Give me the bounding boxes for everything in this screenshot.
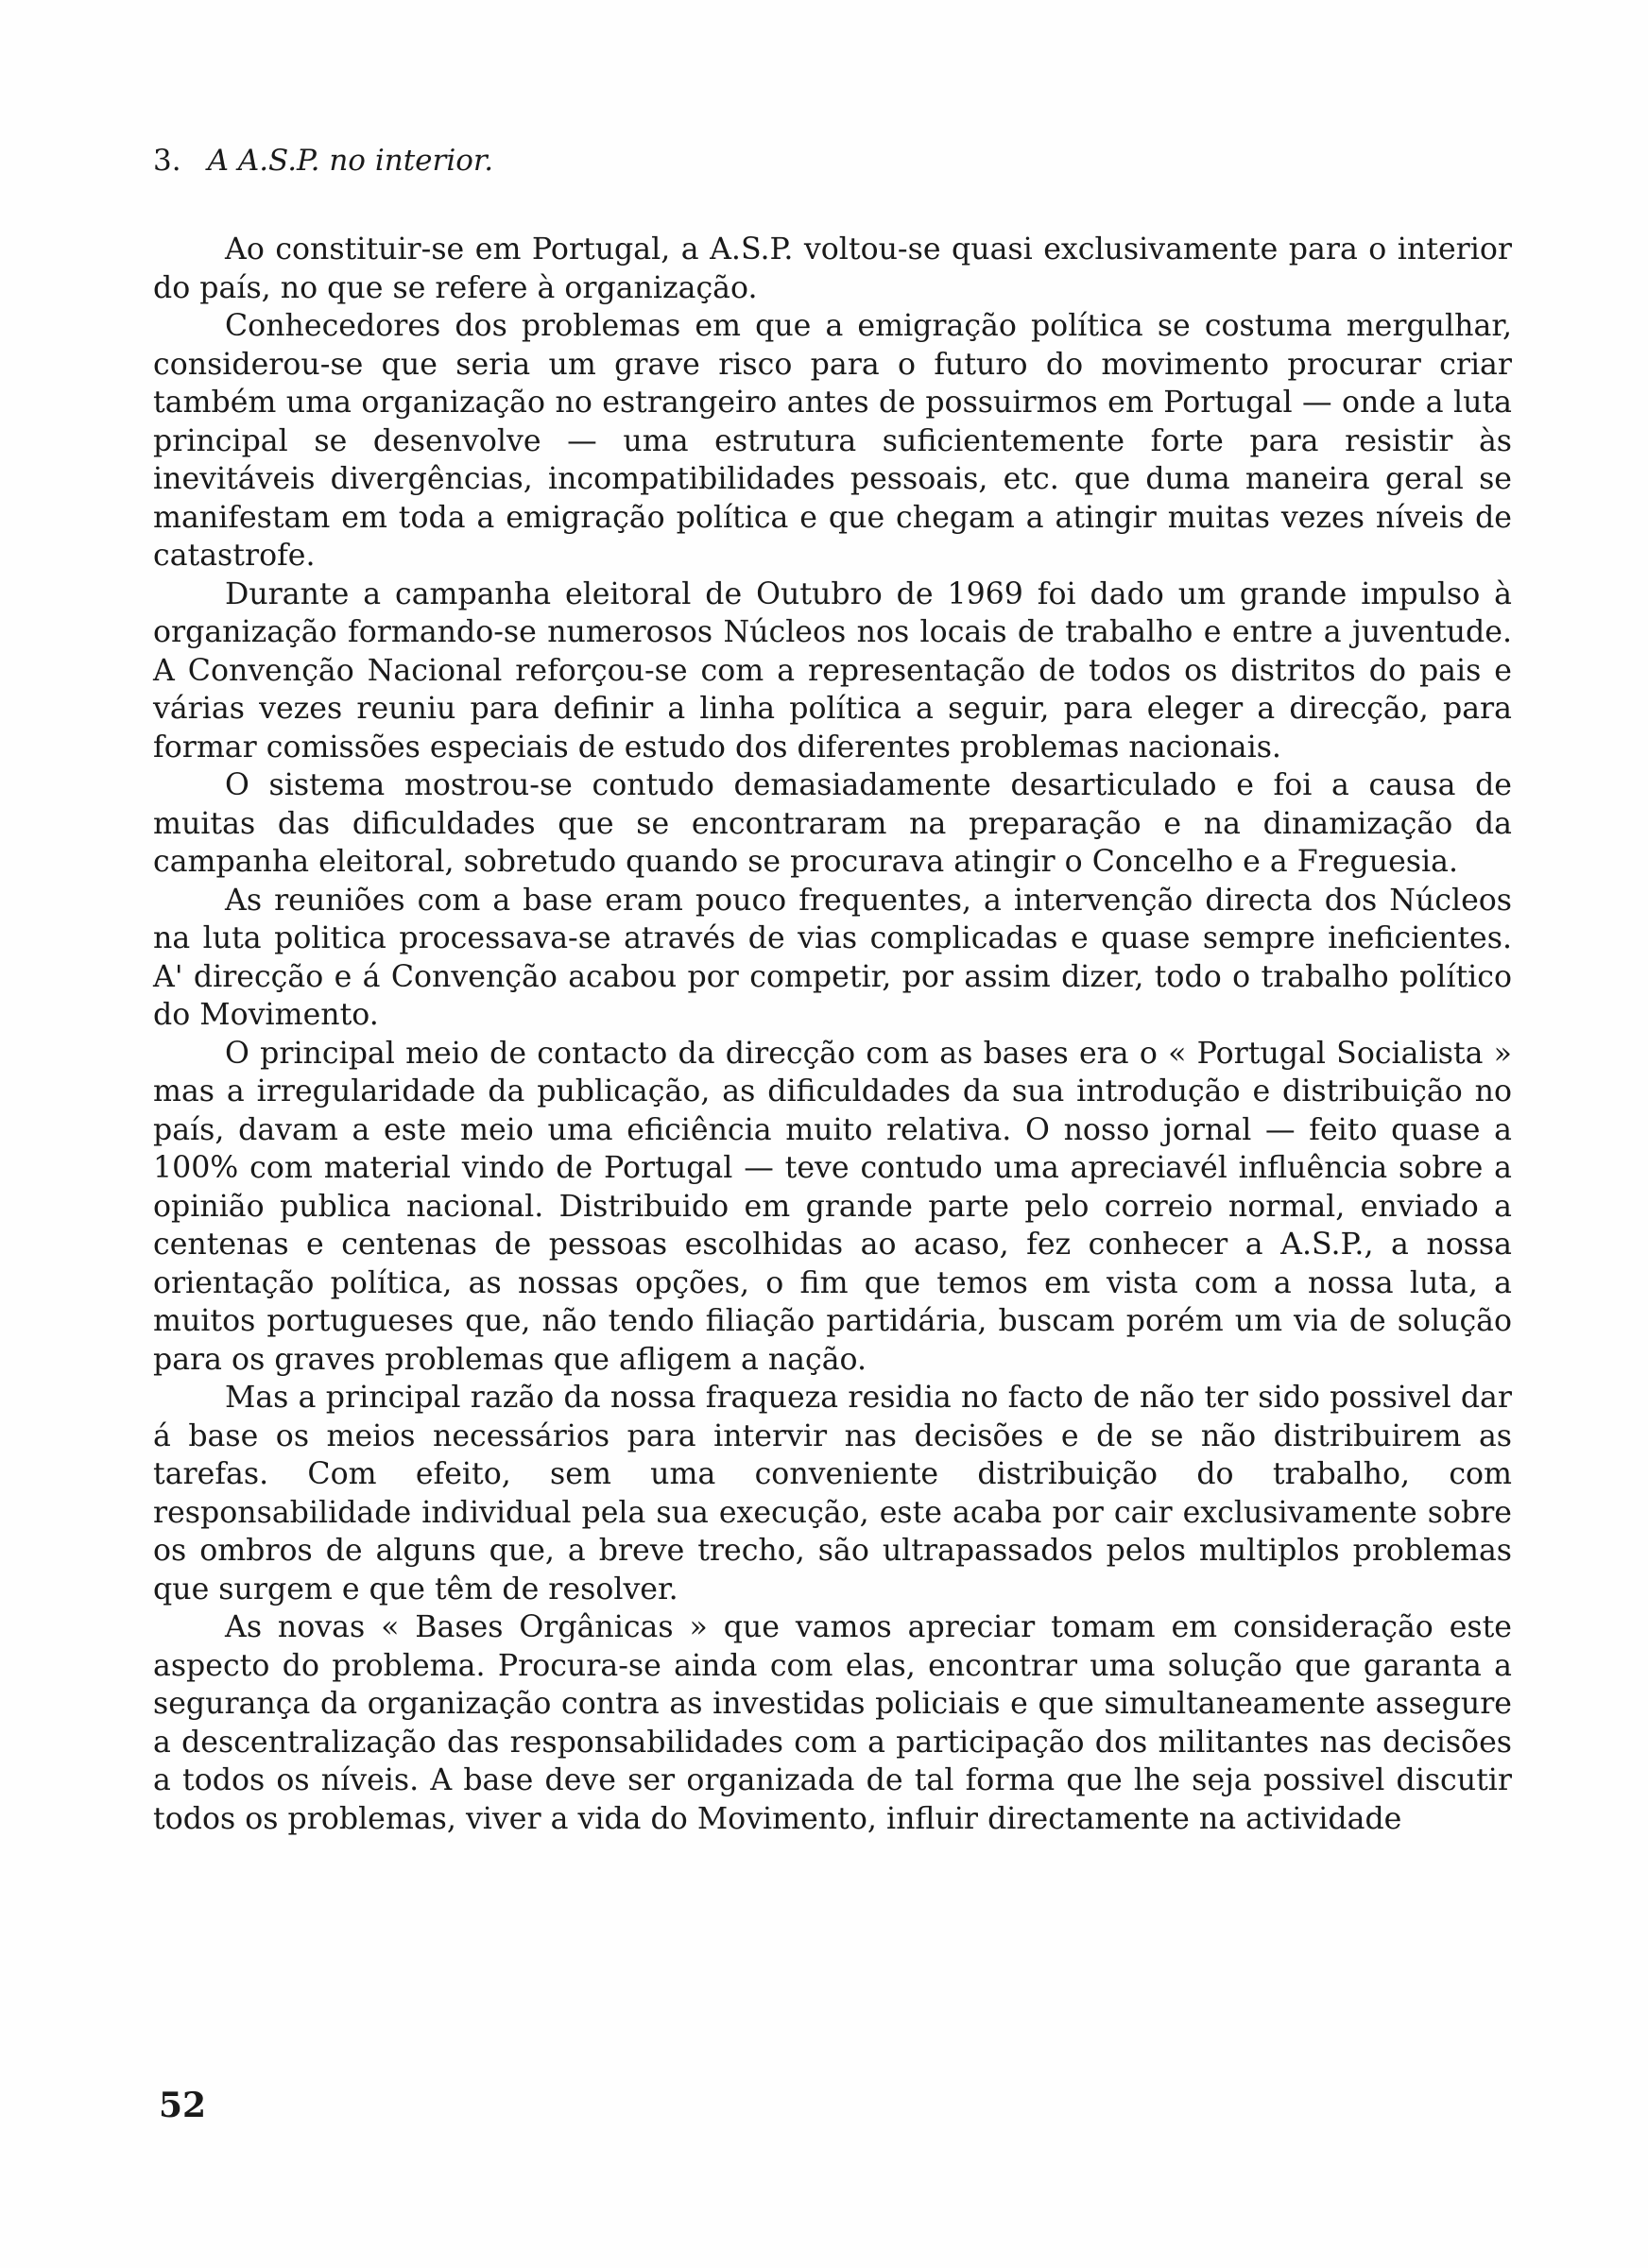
paragraph: Durante a campanha eleitoral de Outubro de 1969 foi dado um grande impulso à organização formando-se numerosos Núcleos nos locais de trabalho e entre a juventude. A Convenção Nacional reforçou-se com a representação de todos os distritos do pais e várias vezes reuniu para definir a linha política a seguir, para eleger a direcção, para formar comissões especiais de estudo dos diferentes problemas nacionais. — [153, 576, 1512, 765]
paragraph: O principal meio de contacto da direcção com as bases era o « Portugal Socialista » mas a irregularidade da publicação, as dificuldades da sua introdução e distribuição no país, davam a este meio uma eficiência muito relativa. O nosso jornal — feito quase a 100% com material vindo de Portugal — teve contudo uma apreciavél influência sobre a opinião publica nacional. Distribuido em grande parte pelo correio normal, enviado a centenas e centenas de pessoas escolhidas ao acaso, fez conhecer a A.S.P., a nossa orientação política, as nossas opções, o fim que temos em vista com a nossa luta, a muitos portugueses que, não tendo filiação partidária, buscam porém um via de solução para os graves problemas que afligem a nação. — [153, 1036, 1512, 1377]
section-number: 3. — [153, 144, 181, 178]
page-number: 52 — [159, 2086, 207, 2125]
paragraph: O sistema mostrou-se contudo demasiadamente desarticulado e foi a causa de muitas das dificuldades que se encontraram na preparação e na dinamização da campanha eleitoral, sobretudo quando se procurava atingir o Concelho e a Freguesia. — [153, 768, 1512, 879]
section-heading — [153, 142, 493, 180]
paragraph: As novas « Bases Orgânicas » que vamos apreciar tomam em consideração este aspecto do problema. Procura-se ainda com elas, encontrar uma solução que garanta a segurança da organização contra as investidas policiais e que simultaneamente assegure a descentralização das responsabilidades com a participação dos militantes nas decisões a todos os níveis. A base deve ser organizada de tal forma que lhe seja possivel discutir todos os problemas, viver a vida do Movimento, influir directamente na actividade — [153, 1610, 1512, 1836]
paragraph: Ao constituir-se em Portugal, a A.S.P. voltou-se quasi exclusivamente para o interior do país, no que se refere à organização. — [153, 232, 1512, 305]
paragraph: Mas a principal razão da nossa fraqueza residia no facto de não ter sido possivel dar á base os meios necessários para intervir nas decisões e de se não distribuirem as tarefas. Com efeito, sem uma conveniente distribuição do trabalho, com responsabilidade individual pela sua execução, este acaba por cair exclusivamente sobre os ombros de alguns que, a breve trecho, são ultrapassados pelos multiplos problemas que surgem e que têm de resolver. — [153, 1381, 1512, 1606]
paragraph: Conhecedores dos problemas em que a emigração política se costuma mergulhar, considerou-se que seria um grave risco para o futuro do movimento procurar criar também uma organização no estrangeiro antes de possuirmos em Portugal — onde a luta principal se desenvolve — uma estrutura suficientemente forte para resistir às inevitáveis divergências, incompatibilidades pessoais, etc. que duma maneira geral se manifestam em toda a emigração política e que chegam a atingir muitas vezes níveis de catastrofe. — [153, 309, 1512, 573]
section-title: A A.S.P. no interior. — [207, 144, 494, 178]
paragraph: As reuniões com a base eram pouco frequentes, a intervenção directa dos Núcleos na luta politica processava-se através de vias complicadas e quase sempre ineficientes. A' direcção e á Convenção acabou por competir, por assim dizer, todo o trabalho político do Movimento. — [153, 883, 1512, 1032]
body-text — [153, 231, 1512, 1838]
